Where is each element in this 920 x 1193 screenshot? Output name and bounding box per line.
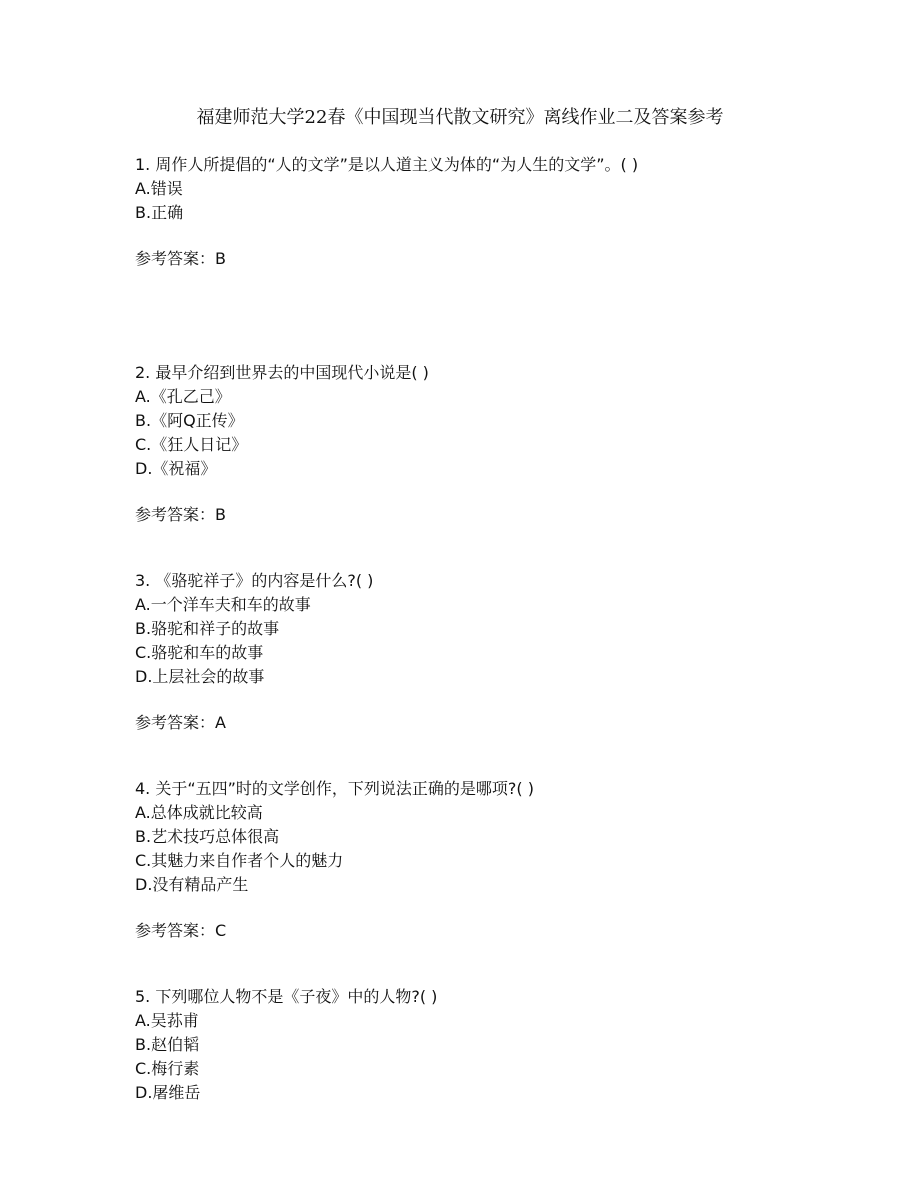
option-a: A.总体成就比较高	[135, 803, 263, 822]
answer-line: 参考答案：A	[135, 713, 226, 732]
option-d: D.上层社会的故事	[135, 667, 265, 686]
answer-line: 参考答案：C	[135, 921, 227, 940]
option-a: A.《孔乙己》	[135, 387, 231, 406]
question-list	[135, 153, 895, 1193]
option-b: B.艺术技巧总体很高	[135, 827, 280, 846]
question-stem: 1. 周作人所提倡的“人的文学”是以人道主义为体的“为人生的文学”。( )	[135, 155, 639, 174]
option-b: B.正确	[135, 203, 184, 222]
option-d: D.没有精品产生	[135, 875, 249, 894]
document-title: 福建师范大学22春《中国现当代散文研究》离线作业二及答案参考	[196, 107, 724, 128]
question-1	[135, 153, 895, 361]
answer-line: 参考答案：B	[135, 249, 226, 268]
option-c: C.《狂人日记》	[135, 435, 248, 454]
answer-line: 参考答案：B	[135, 505, 226, 524]
question-stem: 4. 关于“五四”时的文学创作，下列说法正确的是哪项?( )	[135, 779, 534, 798]
question-5	[135, 985, 895, 1193]
option-a: A.吴荪甫	[135, 1011, 199, 1030]
option-a: A.错误	[135, 179, 183, 198]
option-d: D.屠维岳	[135, 1083, 201, 1102]
option-c: C.其魅力来自作者个人的魅力	[135, 851, 344, 870]
option-b: B.赵伯韬	[135, 1035, 200, 1054]
question-2	[135, 361, 895, 569]
question-stem: 3. 《骆驼祥子》的内容是什么?( )	[135, 571, 374, 590]
option-b: B.骆驼和祥子的故事	[135, 619, 280, 638]
option-c: C.骆驼和车的故事	[135, 643, 264, 662]
option-b: B.《阿Q正传》	[135, 411, 244, 430]
question-stem: 5. 下列哪位人物不是《子夜》中的人物?( )	[135, 987, 438, 1006]
question-3	[135, 569, 895, 777]
question-stem: 2. 最早介绍到世界去的中国现代小说是( )	[135, 363, 429, 382]
option-a: A.一个洋车夫和车的故事	[135, 595, 311, 614]
option-c: C.梅行素	[135, 1059, 200, 1078]
question-4	[135, 777, 895, 985]
option-d: D.《祝福》	[135, 459, 217, 478]
